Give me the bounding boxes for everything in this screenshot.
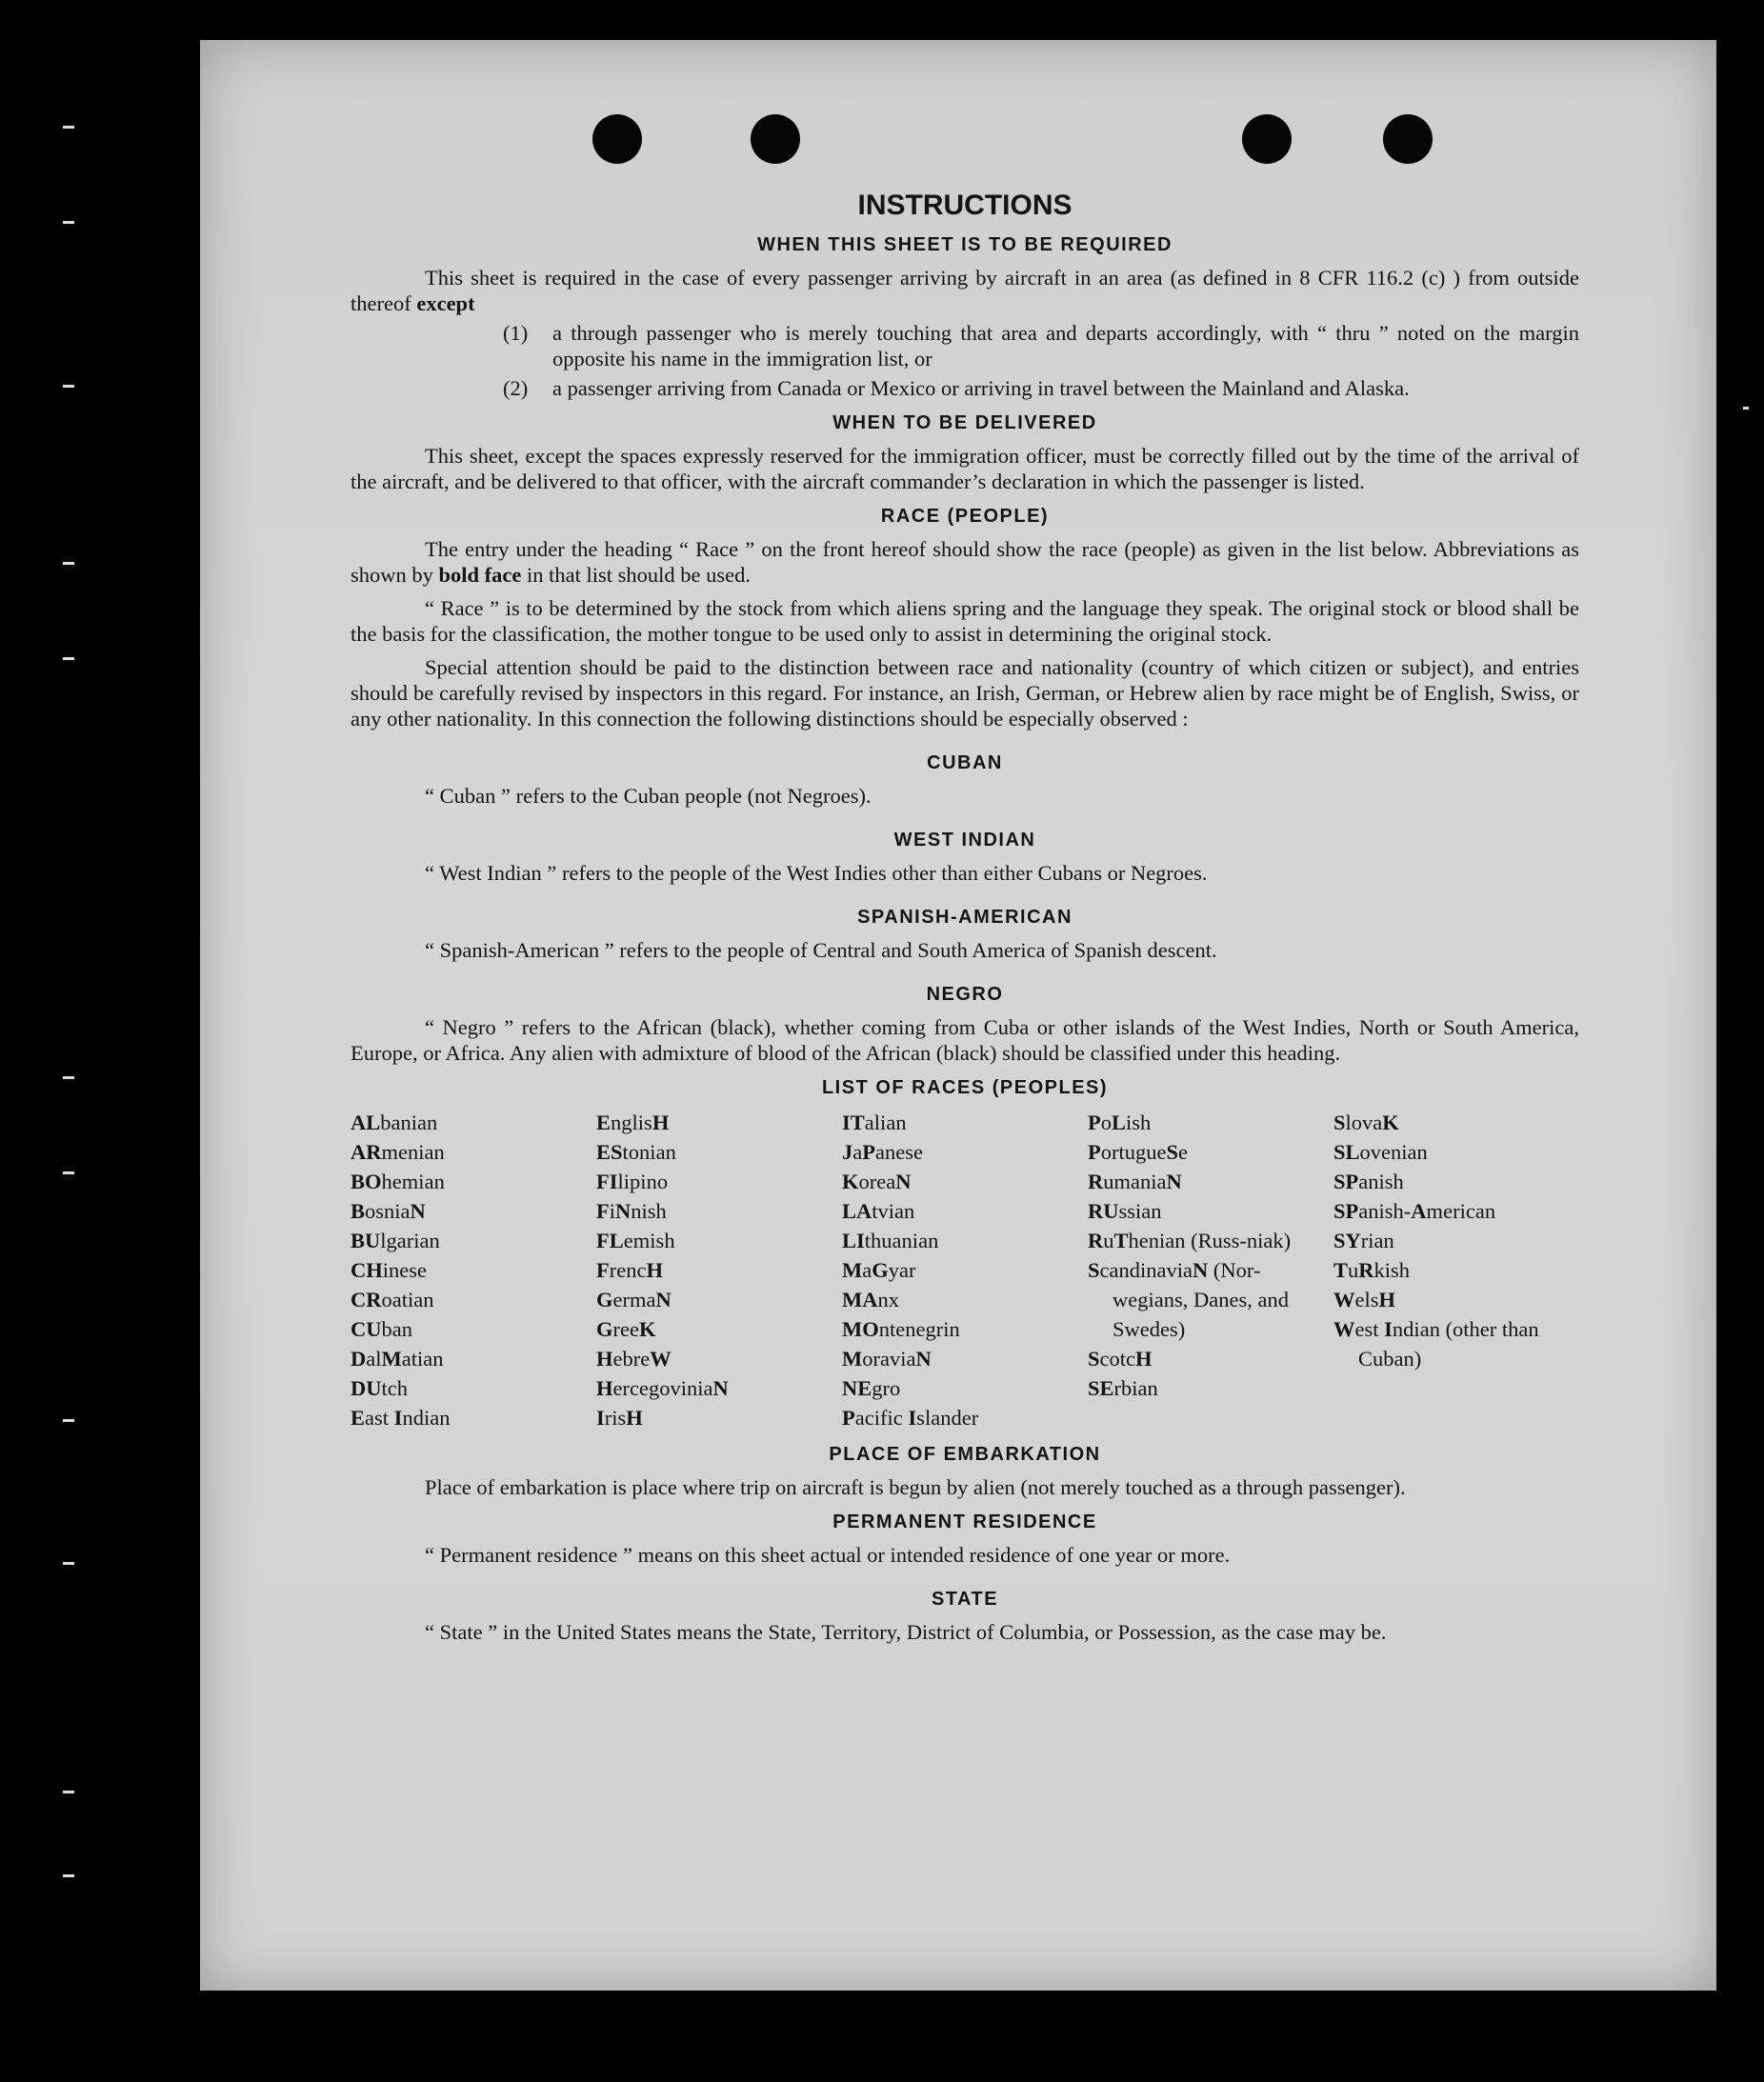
race-item: KoreaN	[842, 1170, 912, 1193]
race-item: ITalian	[842, 1111, 907, 1134]
race-item: JaPanese	[842, 1140, 924, 1164]
race-item: RuThenian (Russ-niak)	[1088, 1229, 1292, 1252]
document-sheet	[200, 40, 1716, 1991]
race-item: DalMatian	[351, 1347, 444, 1371]
section-heading: NEGRO	[926, 984, 1004, 1005]
race-item: HercegoviniaN	[596, 1376, 729, 1400]
section-text: The entry under the heading “ Race ” on the front hereof should show the race (people) as given in the list below. Abbreviations as shown by bold face in that list should be used.	[351, 537, 1579, 587]
punch-hole	[592, 114, 642, 164]
race-item: EStonian	[596, 1140, 676, 1164]
race-item: CRoatian	[351, 1288, 434, 1311]
section-heading: PLACE OF EMBARKATION	[829, 1444, 1101, 1465]
section-heading: WHEN THIS SHEET IS TO BE REQUIRED	[757, 234, 1173, 255]
race-item: FiNnish	[596, 1199, 667, 1223]
race-item: ScandinaviaN (Nor-wegians, Danes, and Swedes)	[1088, 1258, 1289, 1341]
section-heading: LIST OF RACES (PEOPLES)	[821, 1077, 1109, 1098]
races-column	[351, 1108, 596, 1432]
race-item: MAnx	[842, 1288, 899, 1311]
section-text: “ West Indian ” refers to the people of the West Indies other than either Cubans or Negroes.	[425, 861, 1208, 885]
race-item: ARmenian	[351, 1140, 445, 1164]
races-column	[596, 1108, 842, 1432]
section-text: Special attention should be paid to the distinction between race and nationality (country of which citizen or subject), and entries should be carefully revised by inspectors in this regard. For instance, an Irish, German, or Hebrew alien by race might be of English, Swiss, or any other nationality. In this connection the following distinctions should be especially observed :	[351, 655, 1579, 731]
section-heading: WEST INDIAN	[893, 830, 1036, 851]
section-text: “ Cuban ” refers to the Cuban people (not Negroes).	[425, 784, 872, 808]
race-item: LIthuanian	[842, 1229, 939, 1252]
race-item: MaGyar	[842, 1258, 916, 1282]
race-item: CHinese	[351, 1258, 428, 1282]
race-item: MOntenegrin	[842, 1317, 960, 1341]
race-item: DUtch	[351, 1376, 409, 1400]
section-heading: PERMANENT RESIDENCE	[832, 1511, 1097, 1532]
section-text: This sheet is required in the case of every passenger arriving by aircraft in an area (as defined in 8 CFR 116.2 (c) ) from outside thereof except	[351, 266, 1579, 315]
races-column	[1333, 1108, 1579, 1432]
race-item: ALbanian	[351, 1111, 438, 1134]
section-heading: CUBAN	[927, 752, 1003, 773]
race-item: ScotcH	[1088, 1347, 1153, 1371]
section-heading: RACE (PEOPLE)	[880, 506, 1050, 527]
races-column	[842, 1108, 1088, 1432]
race-item: West Indian (other than Cuban)	[1333, 1317, 1539, 1371]
race-item: SPanish-American	[1333, 1199, 1496, 1223]
race-item: HebreW	[596, 1347, 672, 1371]
race-item: FLemish	[596, 1229, 675, 1252]
race-item: East Indian	[351, 1406, 451, 1430]
section-text: “ Permanent residence ” means on this sheet actual or intended residence of one year or more.	[425, 1543, 1231, 1567]
race-item: PortugueSe	[1088, 1140, 1189, 1164]
race-item: RUssian	[1088, 1199, 1162, 1223]
punch-hole	[1383, 114, 1433, 164]
section-text: “ Spanish-American ” refers to the people of Central and South America of Spanish descent.	[425, 938, 1217, 962]
race-item: EnglisH	[596, 1111, 670, 1134]
race-item: PoLish	[1088, 1111, 1152, 1134]
races-column	[1088, 1108, 1333, 1432]
race-item: RumaniaN	[1088, 1170, 1182, 1193]
page-title: INSTRUCTIONS	[857, 190, 1072, 221]
race-item: NEgro	[842, 1376, 901, 1400]
race-item: GreeK	[596, 1317, 656, 1341]
list-item: (2) a passenger arriving from Canada or Mexico or arriving in travel between the Mainland and Alaska.	[503, 376, 1410, 400]
instructions-content	[351, 189, 1579, 1645]
race-item: FIlipino	[596, 1170, 669, 1193]
race-item: SlovaK	[1333, 1111, 1399, 1134]
race-item: Pacific Islander	[842, 1406, 979, 1430]
race-item: WelsH	[1333, 1288, 1396, 1311]
section-text: “ Race ” is to be determined by the stock from which aliens spring and the language they speak. The original stock or blood shall be the basis for the classification, the mother tongue to be used only to assist in determining the original stock.	[351, 596, 1579, 646]
race-item: SLovenian	[1333, 1140, 1428, 1164]
section-heading: SPANISH-AMERICAN	[857, 907, 1072, 928]
list-item: (1) a through passenger who is merely touching that area and departs accordingly, with “ thru ” noted on the margin opposite his name in the immigration list, or	[503, 321, 1579, 370]
punch-hole	[1242, 114, 1292, 164]
section-heading: WHEN TO BE DELIVERED	[832, 412, 1097, 433]
race-item: BosniaN	[351, 1199, 426, 1223]
race-item: BOhemian	[351, 1170, 445, 1193]
race-item: LAtvian	[842, 1199, 915, 1223]
punch-hole	[751, 114, 800, 164]
race-item: SErbian	[1088, 1376, 1158, 1400]
race-item: MoraviaN	[842, 1347, 932, 1371]
race-item: SPanish	[1333, 1170, 1404, 1193]
section-text: “ Negro ” refers to the African (black), whether coming from Cuba or other islands of the West Indies, North or South America, Europe, or Africa. Any alien with admixture of blood of the African (black) should be classified under this heading.	[351, 1015, 1579, 1065]
section-text: “ State ” in the United States means the State, Territory, District of Columbia, or Possession, as the case may be.	[425, 1620, 1387, 1644]
race-item: FrencH	[596, 1258, 664, 1282]
section-heading: STATE	[931, 1589, 999, 1610]
race-item: CUban	[351, 1317, 412, 1341]
section-text: Place of embarkation is place where trip on aircraft is begun by alien (not merely touched as a through passenger).	[425, 1475, 1406, 1499]
section-text: This sheet, except the spaces expressly reserved for the immigration officer, must be correctly filled out by the time of the arrival of the aircraft, and be delivered to that officer, with the aircraft commander’s declaration in which the passenger is listed.	[351, 444, 1579, 493]
race-item: GermaN	[596, 1288, 672, 1311]
race-item: BUlgarian	[351, 1229, 440, 1252]
race-item: SYrian	[1333, 1229, 1394, 1252]
race-item: IrisH	[596, 1406, 643, 1430]
race-item: TuRkish	[1333, 1258, 1411, 1282]
races-list	[351, 1108, 1579, 1432]
